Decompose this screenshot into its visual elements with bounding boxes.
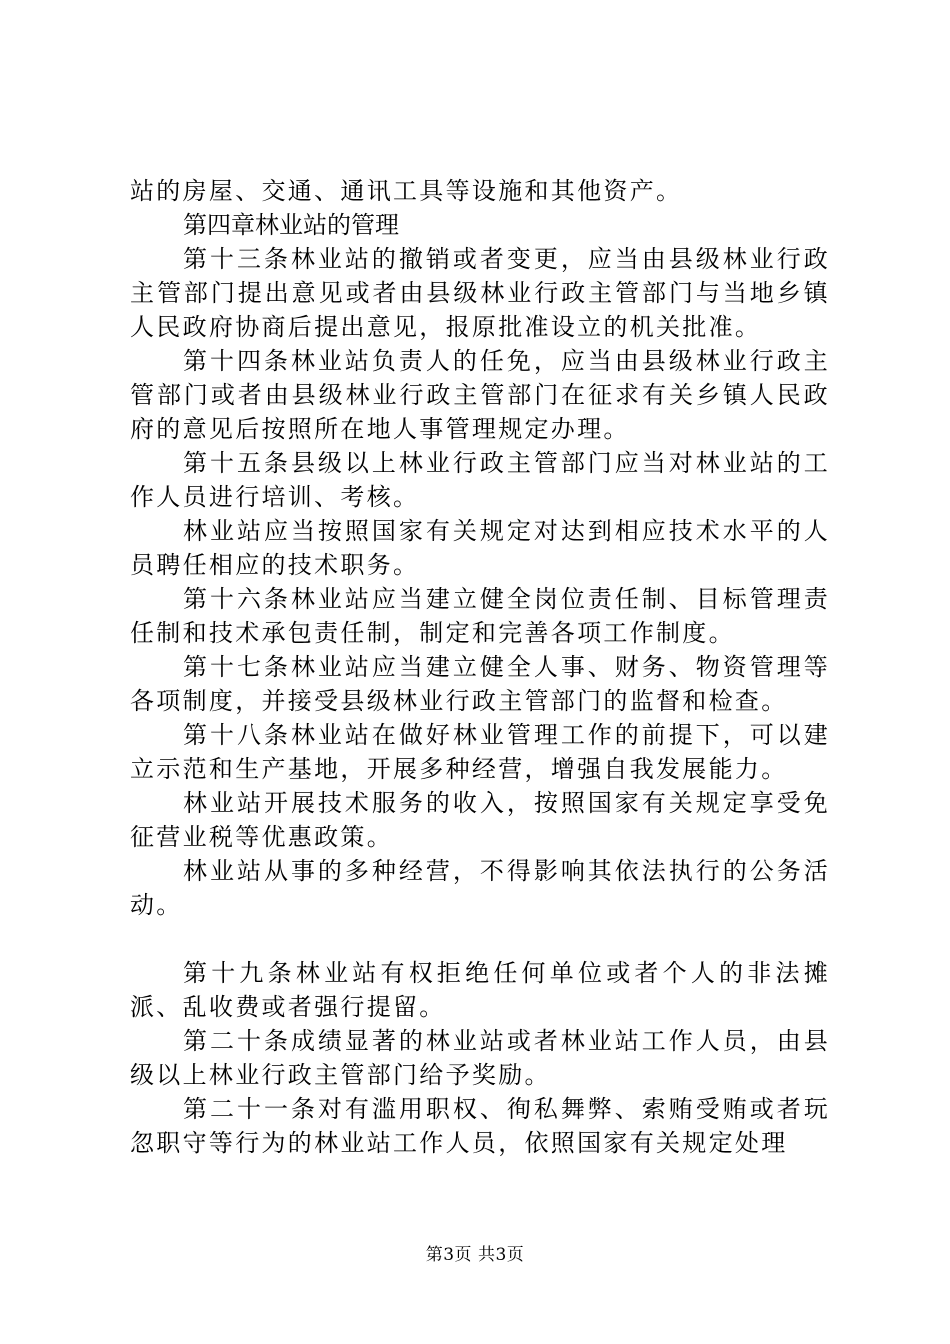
article-14: 第十四条林业站负责人的任免，应当由县级林业行政主管部门或者由县级林业行政主管部门在征求有关乡镇人民政府的意见后按照所在地人事管理规定办理。 (130, 347, 830, 443)
article-15: 第十五条县级以上林业行政主管部门应当对林业站的工作人员进行培训、考核。 (130, 449, 830, 511)
article-21: 第二十一条对有滥用职权、徇私舞弊、索贿受贿或者玩忽职守等行为的林业站工作人员，依照国家有关规定处理 (130, 1095, 830, 1157)
document-body (130, 174, 830, 1160)
paragraph-spacer (130, 922, 830, 956)
article-18-clause-business: 林业站从事的多种经营，不得影响其依法执行的公务活动。 (130, 857, 830, 919)
article-18-clause-income: 林业站开展技术服务的收入，按照国家有关规定享受免征营业税等优惠政策。 (130, 789, 830, 851)
article-15-clause: 林业站应当按照国家有关规定对达到相应技术水平的人员聘任相应的技术职务。 (130, 517, 830, 579)
article-16: 第十六条林业站应当建立健全岗位责任制、目标管理责任制和技术承包责任制，制定和完善各项工作制度。 (130, 585, 830, 647)
chapter-heading: 第四章林业站的管理 (183, 211, 399, 239)
page-number-footer: 第3页 共3页 (425, 1245, 525, 1265)
article-18: 第十八条林业站在做好林业管理工作的前提下，可以建立示范和生产基地，开展多种经营，增强自我发展能力。 (130, 721, 830, 783)
article-13: 第十三条林业站的撤销或者变更，应当由县级林业行政主管部门提出意见或者由县级林业行政主管部门与当地乡镇人民政府协商后提出意见，报原批准设立的机关批准。 (130, 245, 830, 341)
article-19: 第十九条林业站有权拒绝任何单位或者个人的非法摊派、乱收费或者强行提留。 (130, 959, 830, 1021)
article-17: 第十七条林业站应当建立健全人事、财务、物资管理等各项制度，并接受县级林业行政主管部门的监督和检查。 (130, 653, 830, 715)
paragraph-continuation: 站的房屋、交通、通讯工具等设施和其他资产。 (130, 177, 683, 205)
article-20: 第二十条成绩显著的林业站或者林业站工作人员，由县级以上林业行政主管部门给予奖励。 (130, 1027, 830, 1089)
